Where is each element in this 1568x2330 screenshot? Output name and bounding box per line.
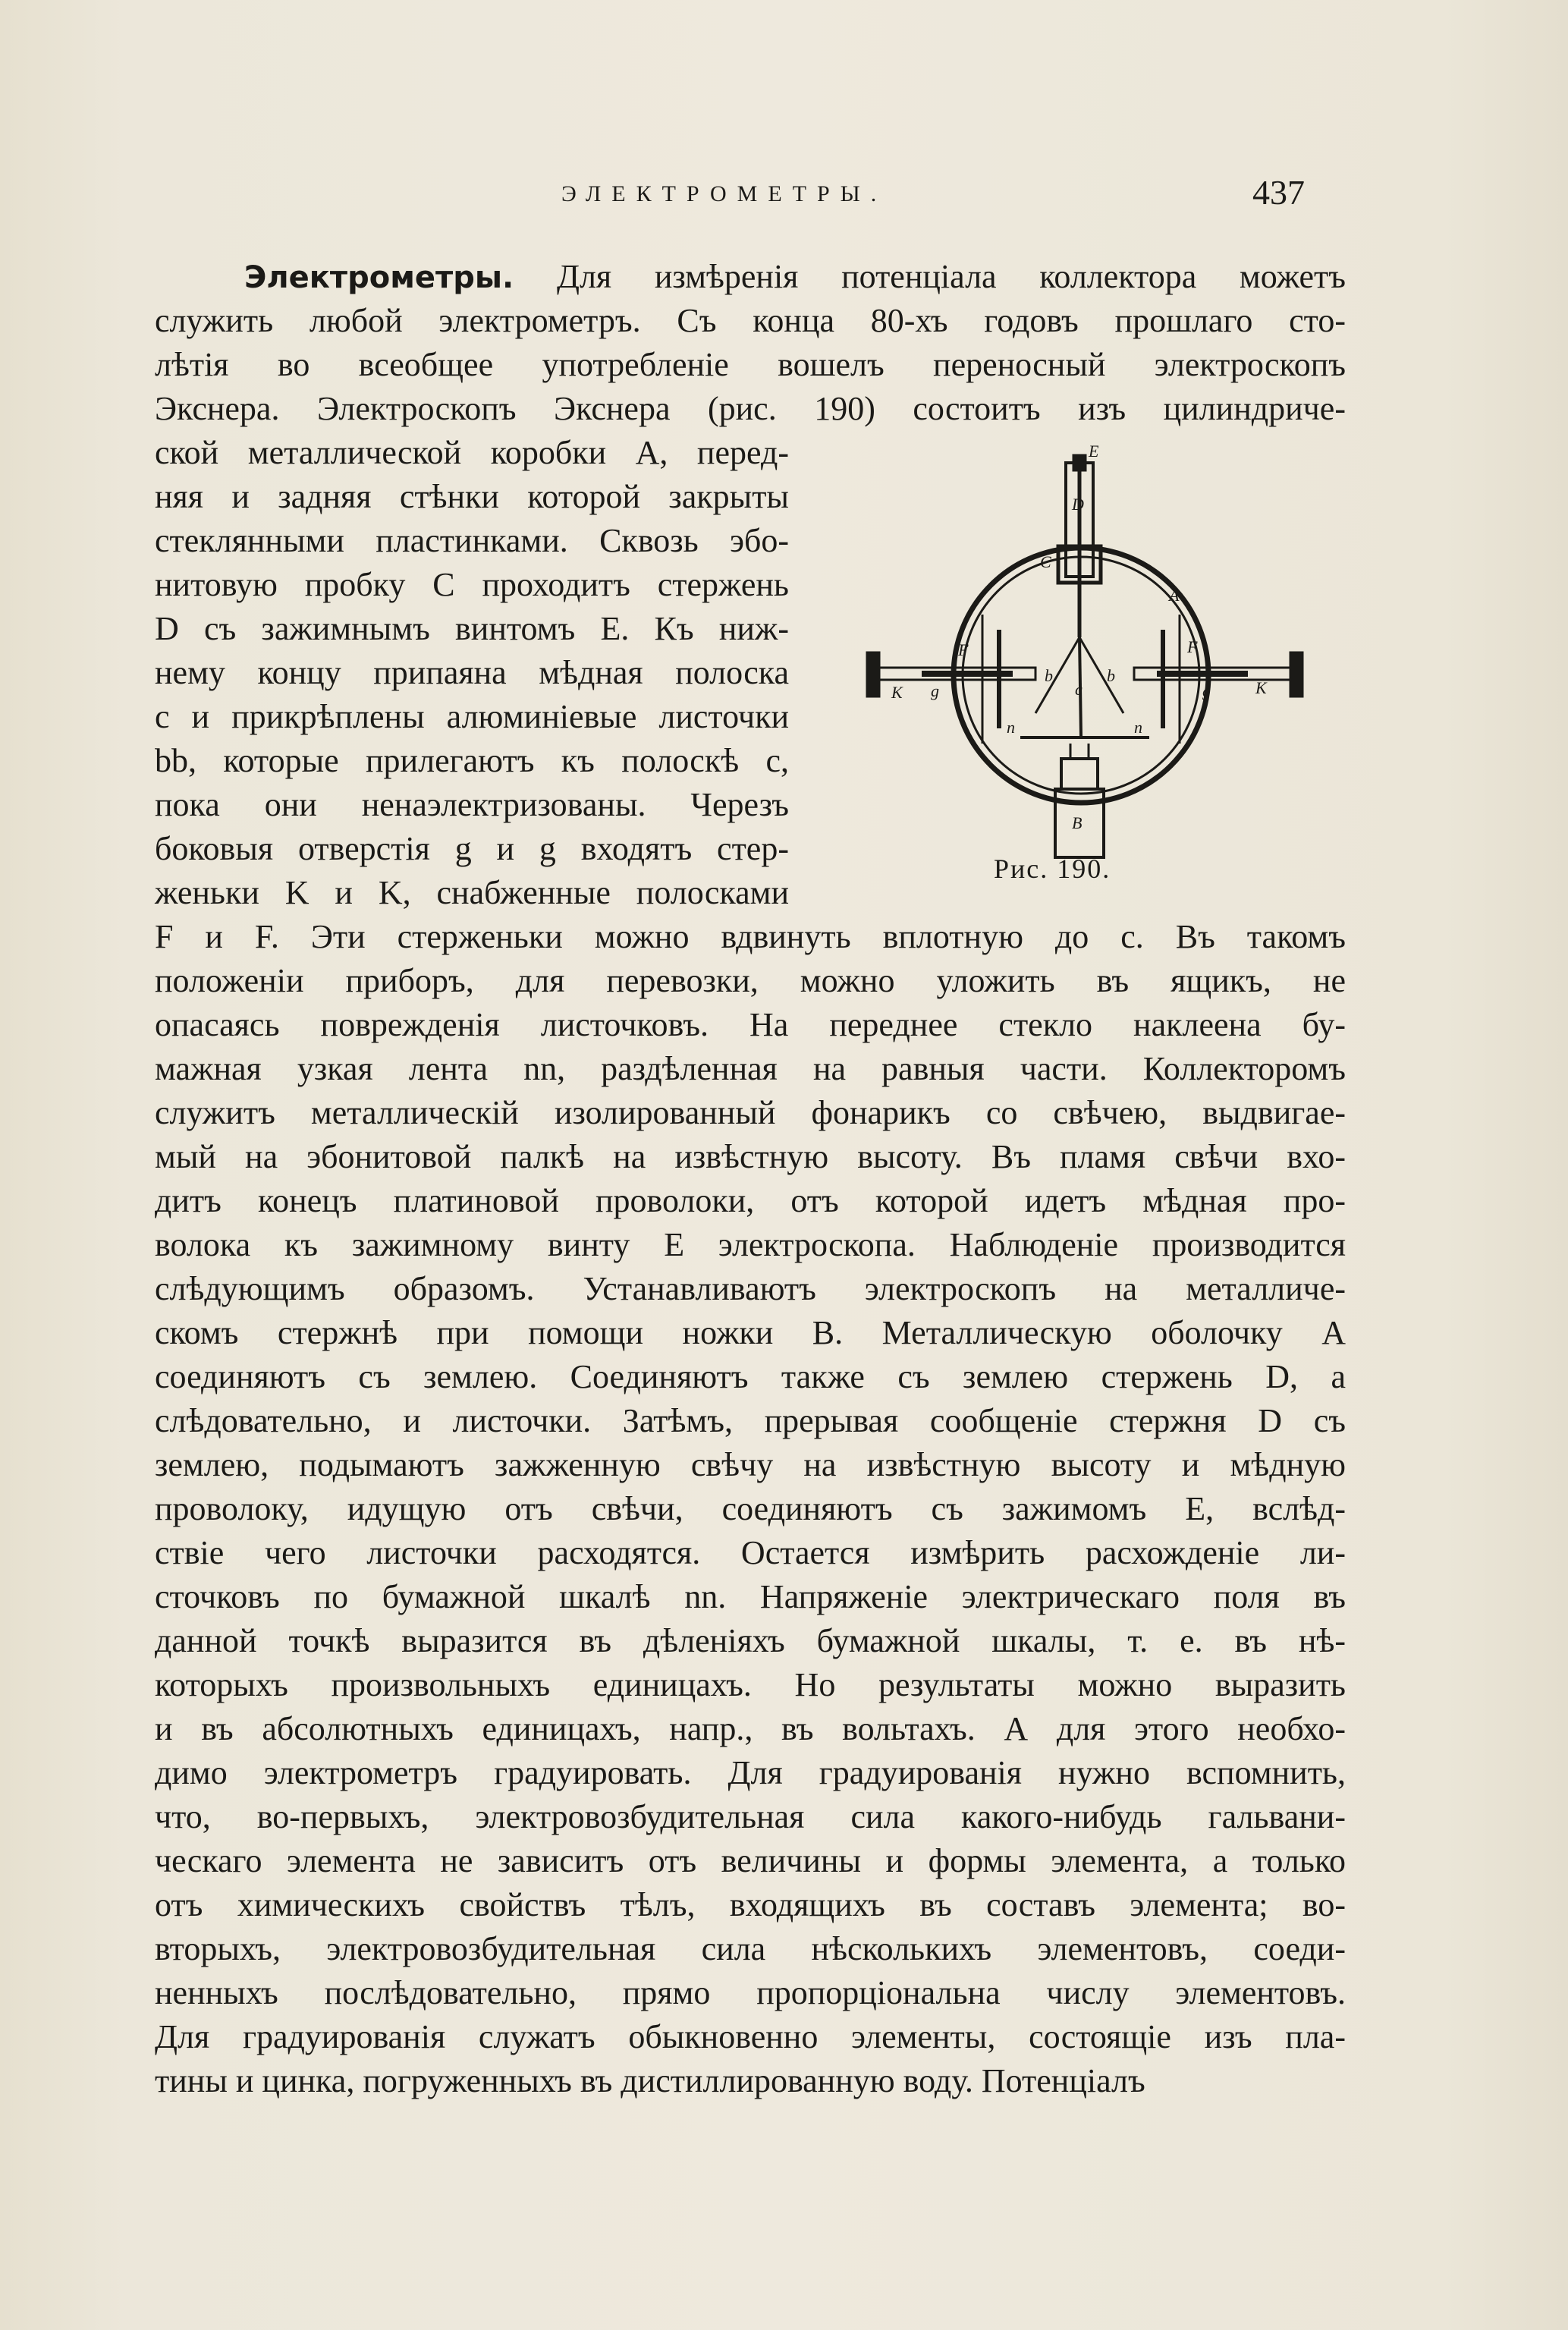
label-n-left: n	[1007, 718, 1015, 737]
text-line: пока они ненаэлектризованы. Черезъ	[155, 786, 789, 823]
text-line: F и F. Эти стерженьки можно вдвинуть вплотную до c. Въ такомъ	[155, 918, 1346, 955]
text-line: тины и цинка, погруженныхъ въ дистиллированную воду. Потенціалъ	[155, 2062, 1145, 2099]
text-line: соединяютъ съ землею. Соединяютъ также съ землею стержень D, а	[155, 1358, 1346, 1395]
label-B: B	[1072, 813, 1083, 832]
text-line: что, во-первыхъ, электровозбудительная сила какого-нибудь гальвани-	[155, 1798, 1346, 1835]
label-b-right: b	[1107, 666, 1115, 685]
text-line: и въ абсолютныхъ единицахъ, напр., въ вольтахъ. А для этого необхо-	[155, 1710, 1346, 1747]
text-line: лѣтія во всеобщее употребленіе вошелъ переносный электроскопъ	[155, 346, 1346, 383]
text-line: ненныхъ послѣдовательно, прямо пропорціональна числу элементовъ.	[155, 1974, 1346, 2011]
label-A: A	[1169, 586, 1180, 605]
label-F-right: F	[1187, 637, 1198, 656]
text-line: няя и задняя стѣнки которой закрыты	[155, 478, 789, 515]
label-K-left: K	[891, 683, 903, 702]
text-line: c и прикрѣплены алюминіевые листочки	[155, 698, 789, 735]
text-line: данной точкѣ выразится въ дѣленіяхъ бумажной шкалы, т. е. въ нѣ-	[155, 1622, 1346, 1659]
text-line: отъ химическихъ свойствъ тѣлъ, входящихъ въ составъ элемента; во-	[155, 1886, 1346, 1923]
text-line: ской металлической коробки A, перед-	[155, 434, 789, 471]
text-line: служить любой электрометръ. Съ конца 80-хъ годовъ прошлаго сто-	[155, 302, 1346, 339]
label-F-left: F	[958, 640, 969, 659]
text-line	[155, 255, 1346, 299]
text-line: боковыя отверстія g и g входятъ стер-	[155, 830, 789, 867]
text-line: мажная узкая лента nn, раздѣленная на равныя части. Коллекторомъ	[155, 1050, 1346, 1087]
label-g-left: g	[931, 681, 939, 700]
text-line: скомъ стержнѣ при помощи ножки B. Металлическую оболочку A	[155, 1314, 1346, 1351]
label-n-right: n	[1134, 718, 1142, 737]
text-line-content: Для измѣренія потенціала коллектора можетъ	[556, 258, 1346, 295]
text-line: нему концу припаяна мѣдная полоска	[155, 654, 789, 691]
text-line: положеніи приборъ, для перевозки, можно уложить въ ящикъ, не	[155, 962, 1346, 999]
figure-electroscope	[831, 440, 1346, 895]
paragraph-bottom	[155, 915, 1346, 2103]
label-c: c	[1075, 680, 1083, 699]
text-line: женьки K и K, снабженные полосками	[155, 874, 789, 911]
paragraph-top	[155, 255, 1346, 431]
text-line: Экснера. Электроскопъ Экснера (рис. 190) состоитъ изъ цилиндриче-	[155, 390, 1346, 427]
text-line: bb, которые прилегаютъ къ полоскѣ c,	[155, 742, 789, 779]
text-line: слѣдовательно, и листочки. Затѣмъ, прерывая сообщеніе стержня D съ	[155, 1402, 1346, 1439]
text-line: нитовую пробку C проходитъ стержень	[155, 566, 789, 603]
text-line: опасаясь поврежденія листочковъ. На переднее стекло наклеена бу-	[155, 1006, 1346, 1043]
label-D: D	[1072, 495, 1084, 514]
text-line: землею, подымаютъ зажженную свѣчу на извѣстную высоту и мѣдную	[155, 1446, 1346, 1483]
electroscope-diagram	[831, 440, 1346, 865]
label-b-left: b	[1045, 666, 1053, 685]
text-line: стеклянными пластинками. Сквозь эбо-	[155, 522, 789, 559]
text-line: мый на эбонитовой палкѣ на извѣстную высоту. Въ пламя свѣчи вхо-	[155, 1138, 1346, 1175]
label-E: E	[1089, 442, 1099, 461]
text-line: служитъ металлическій изолированный фонарикъ со свѣчею, выдвигае-	[155, 1094, 1346, 1131]
figure-caption: Рис. 190.	[994, 854, 1111, 884]
text-line: слѣдующимъ образомъ. Устанавливаютъ электроскопъ на металличе-	[155, 1270, 1346, 1307]
page-header	[152, 173, 1305, 225]
label-C: C	[1040, 552, 1051, 571]
text-line: волока къ зажимному винту E электроскопа. Наблюденіе производится	[155, 1226, 1346, 1263]
text-line: которыхъ произвольныхъ единицахъ. Но результаты можно выразить	[155, 1666, 1346, 1703]
text-line: дитъ конецъ платиновой проволоки, отъ которой идетъ мѣдная про-	[155, 1182, 1346, 1219]
label-g-right: g	[1202, 681, 1211, 700]
text-line: вторыхъ, электровозбудительная сила нѣсколькихъ элементовъ, соеди-	[155, 1930, 1346, 1967]
running-title: ЭЛЕКТРОМЕТРЫ.	[561, 181, 888, 206]
page-number: 437	[1252, 173, 1305, 212]
label-K-right: K	[1255, 678, 1267, 697]
text-line: Для градуированія служатъ обыкновенно элементы, состоящіе изъ пла-	[155, 2018, 1346, 2055]
section-term: Электрометры.	[244, 260, 514, 295]
text-line: сточковъ по бумажной шкалѣ nn. Напряженіе электрическаго поля въ	[155, 1578, 1346, 1615]
text-line: D съ зажимнымъ винтомъ E. Къ ниж-	[155, 610, 789, 647]
text-line: димо электрометръ градуировать. Для градуированія нужно вспомнить,	[155, 1754, 1346, 1791]
text-line: ствіе чего листочки расходятся. Остается измѣрить расхожденіе ли-	[155, 1534, 1346, 1571]
text-line: проволоку, идущую отъ свѣчи, соединяютъ съ зажимомъ E, вслѣд-	[155, 1490, 1346, 1527]
text-line: ческаго элемента не зависитъ отъ величины и формы элемента, а только	[155, 1842, 1346, 1879]
